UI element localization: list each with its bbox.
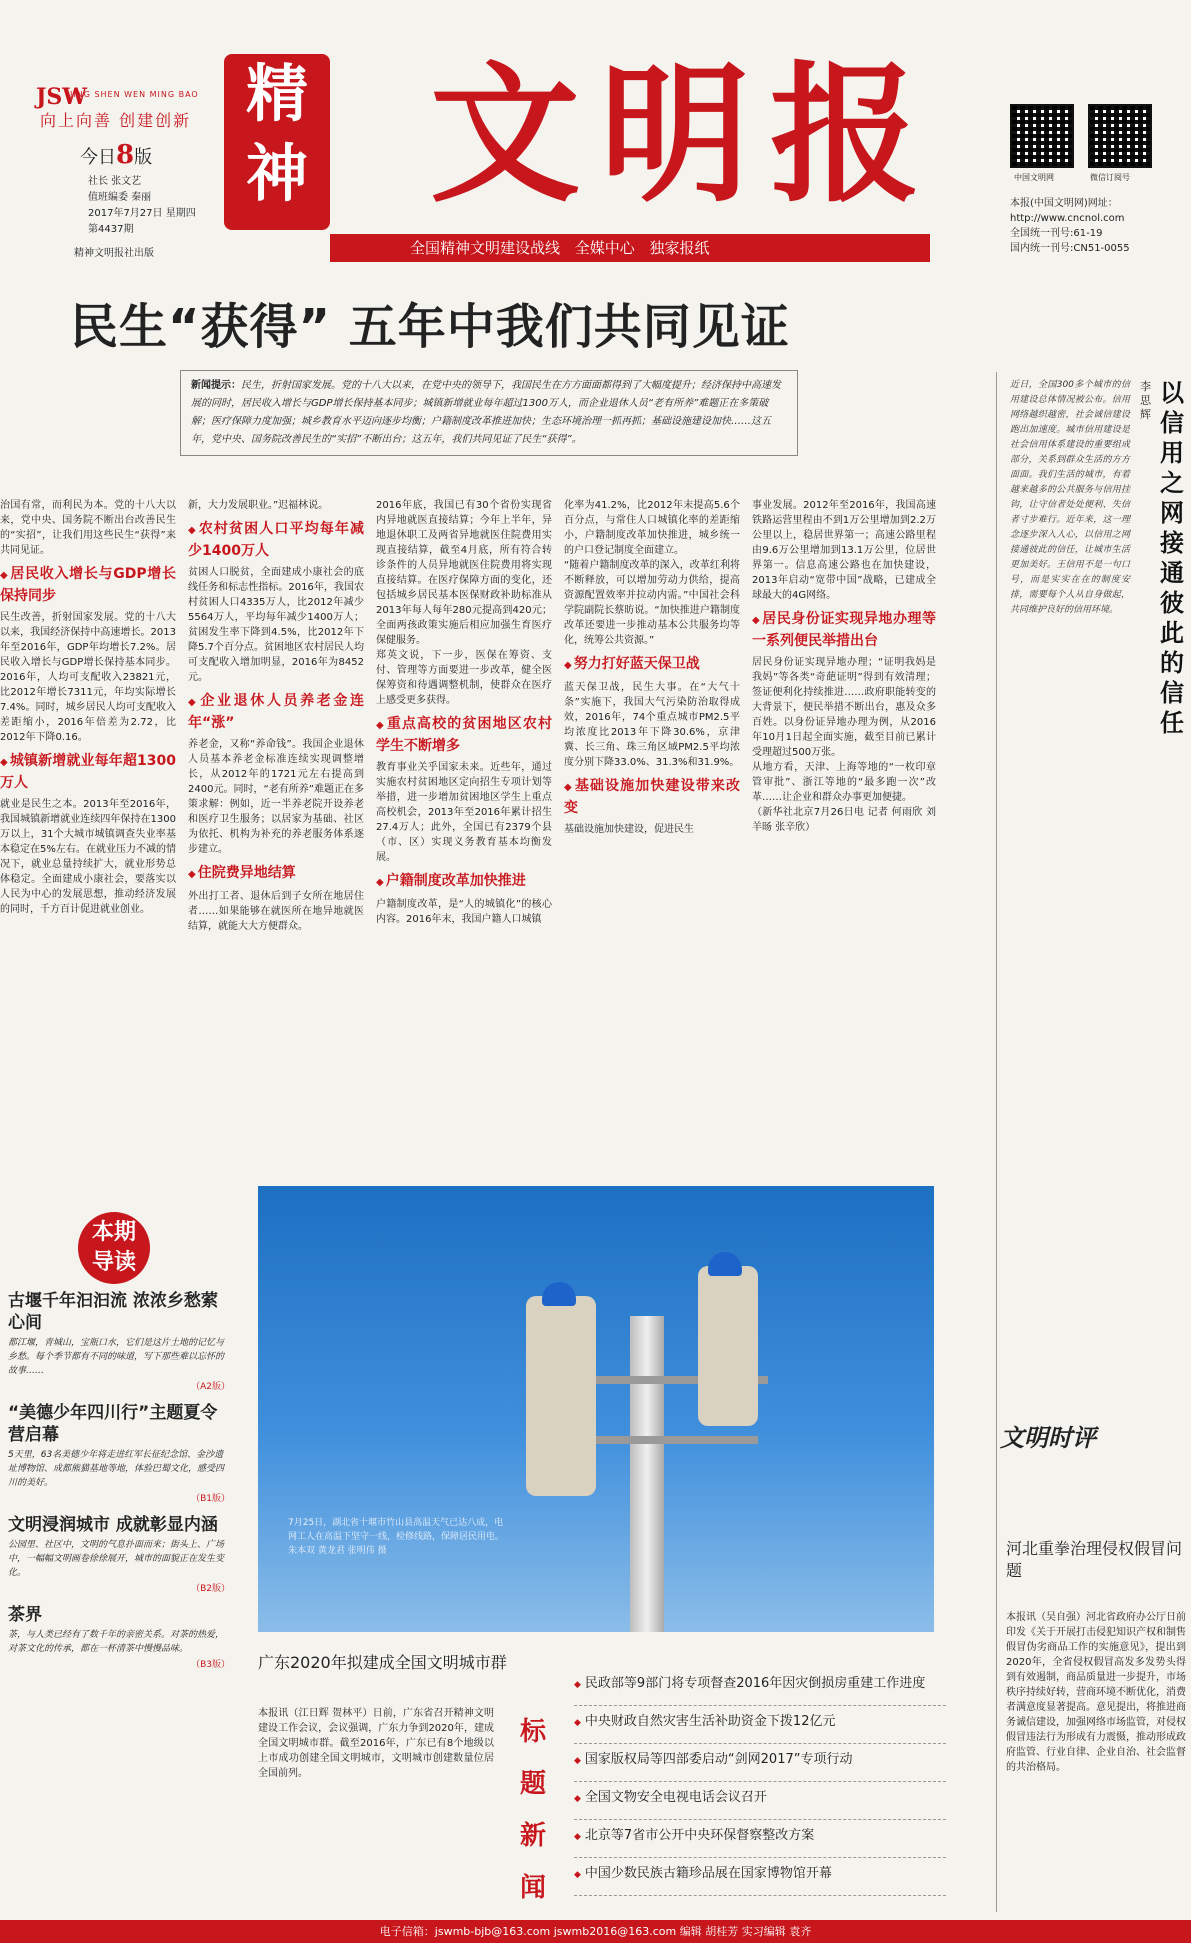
subheading: ◆ 努力打好蓝天保卫战 [564, 654, 740, 676]
newspaper-title: 文明报 [430, 47, 941, 223]
guangdong-article: 本报讯（江日辉 贺林平）日前，广东省召开精神文明建设工作会议，会议强调，广东力争到2020年，建成全国文明城市群。截至2016年，广东已有8个地级以上市成功创建全国文明城市，文明城市创建数量位居全国前列。 [258, 1708, 494, 1779]
subheading: ◆ 居民身份证实现异地办理等一系列便民举措出台 [752, 609, 936, 651]
subheading: ◆ 户籍制度改革加快推进 [376, 871, 552, 893]
subheading: ◆ 基础设施加快建设带来改变 [564, 776, 740, 818]
news-item[interactable]: ◆ 中央财政自然灾害生活补助资金下拨12亿元 [574, 1706, 946, 1744]
article-column-1: 治国有常，而利民为本。党的十八大以来，党中央、国务院不断出台改善民生的“实招”，让我们用这些民生“获得”来共同见证。 ◆ 居民收入增长与GDP增长保持同步 民生改善，折射国家发展。党的十八大以来，我国经济保持中高速增长。2013年至2016年，GDP年均增长7.2%。居民收入增长与GDP增长保持基本同步。2016年，人均可支配收入23821元，比2012年增长7311元，年均实际增长7.4%。同时，城乡居民人均可支配收入差距缩小，2016年倍差为2.72，比2012年下降0.16。 ◆ 城镇新增就业每年超1300万人 就业是民生之本。2013年至2016年，我国城镇新增就业连续四年保持在1300万以上，31个大城市城镇调查失业率基本稳定在5%左右。在就业压力不减的情况下，就业总量持续扩大，就业形势总体稳定。全面建成小康社会，要落实以人民为中心的发展思想，推动经济发展的同时，千方百计促进就业创业。 [0, 498, 176, 978]
qr-caption: 中国文明网 [1014, 173, 1054, 182]
commentary-title: 以信用之网接通彼此的信任 [1160, 378, 1184, 737]
guide-item[interactable]: 文明浸润城市 成就彰显内涵 公园里、社区中，文明的气息扑面而来；街头上、广场中，一幅幅文明画卷徐徐展开，城市的面貌正在发生变化。 （B2版） [8, 1515, 230, 1594]
article-column-5: 事业发展。2012年至2016年，我国高速铁路运营里程由不到1万公里增加到2.2万公里以上，稳居世界第一；高速公路里程由9.6万公里增加到13.1万公里，位居世界第一。信息高速公路也在加快建设，2013年启动“宽带中国”战略，已建成全球最大的4G网络。 ◆ 居民身份证实现异地办理等一系列便民举措出台 居民身份证实现异地办理；“证明我妈是我妈”等各类“奇葩证明”得到有效清理；签证便利化持续推进……政府职能转变的大背景下，便民举措不断出台，惠及众多百姓。以身份证异地办理为例，从2016年10月1日起全面实施，截至目前已累计受理超过500万张。 从地方看，天津、上海等地的“一枚印章管审批”、浙江等地的“最多跑一次”改革……让企业和群众办事更加便捷。 （新华社北京7月26日电 记者 何雨欣 刘羊旸 张辛欣） [752, 498, 936, 978]
hard-hat-icon [708, 1252, 742, 1276]
footer-bar: 电子信箱：jswmb-bjb@163.com jswmb2016@163.com 编辑 胡桂芳 实习编辑 袁齐 [0, 1920, 1191, 1943]
news-item[interactable]: ◆ 民政部等9部门将专项督查2016年因灾倒损房重建工作进度 [574, 1668, 946, 1706]
news-item[interactable]: ◆ 北京等7省市公开中央环保督察整改方案 [574, 1820, 946, 1858]
subheading: ◆ 城镇新增就业每年超1300万人 [0, 751, 176, 793]
qr-caption: 微信订阅号 [1090, 173, 1130, 182]
worker [698, 1266, 758, 1426]
utility-pole [630, 1316, 664, 1632]
hebei-headline: 河北重拳治理侵权假冒问题 [1006, 1539, 1183, 1580]
news-item[interactable]: ◆ 全国文物安全电视电话会议召开 [574, 1782, 946, 1820]
hard-hat-icon [542, 1282, 576, 1306]
subheading: ◆ 住院费异地结算 [188, 863, 364, 885]
guangdong-headline: 广东2020年拟建成全国文明城市群 [258, 1653, 507, 1672]
subheading: ◆ 企业退休人员养老金连年“涨” [188, 691, 364, 733]
guide-item[interactable]: 古堰千年汩汩流 浓浓乡愁萦心间 都江堰，青城山，宝瓶口水，它们是这片土地的记忆与乡愁。每个季节都有不同的味道，写下那些难以忘怀的故事…… （A2版） [8, 1291, 230, 1392]
issue-meta: 社长 张文艺 值班编委 秦丽 2017年7月27日 星期四 第4437期 [88, 176, 196, 235]
qr-code[interactable] [1088, 104, 1152, 168]
paper-info: 本报(中国文明网)网址： http://www.cncnol.com 全国统一刊号:61-19 国内统一刊号:CN51-0055 [1010, 198, 1130, 254]
main-headline: 民生“获得” 五年中我们共同见证 [70, 299, 790, 355]
column-name: 文明时评 [1000, 1423, 1096, 1452]
masthead-seal: 精 神 [224, 54, 330, 230]
subheading: ◆ 重点高校的贫困地区农村学生不断增多 [376, 714, 552, 756]
news-lead: 新闻提示：民生，折射国家发展。党的十八大以来，在党中央的领导下，我国民生在方方面面都得到了大幅度提升；经济保持中高速发展的同时，居民收入增长与GDP增长保持基本同步；城镇新增就业每年超过1300万人，而企业退休人员“老有所养”难题正在多策破解；医疗保障力度加强；城乡教育水平迈向逐步均衡；户籍制度改革推进加快；生态环境治理一抓再抓；基础设施建设加快……这五年，党中央、国务院改善民生的“实招”不断出台；这五年，我们共同见证了民生“获得”。 [180, 370, 798, 456]
article-column-4: 化率为41.2%，比2012年末提高5.6个百分点，与常住人口城镇化率的差距缩小，户籍制度改革加快推进，城乡统一的户口登记制度全面建立。 “随着户籍制度改革的深入，改革红利将不断释放，可以增加劳动力供给，提高资源配置效率并拉动内需。”中国社会科学院副院长蔡昉说。“加快推进户籍制度改革还要进一步推动基本公共服务均等化，统筹公共资源。” ◆ 努力打好蓝天保卫战 蓝天保卫战，民生大事。在“大气十条”实施下，我国大气污染防治取得成效，2016年，74个重点城市PM2.5平均浓度比2013年下降30.6%，京津冀、长三角、珠三角区域PM2.5平均浓度分别下降33.0%、31.3%和31.9%。 ◆ 基础设施加快建设带来改变 基础设施加快建设，促进民生 [564, 498, 740, 978]
subheading: ◆ 农村贫困人口平均每年减少1400万人 [188, 519, 364, 561]
article-column-2: 新，大力发展职业。”迟福林说。 ◆ 农村贫困人口平均每年减少1400万人 贫困人口脱贫，全面建成小康社会的底线任务和标志性指标。2016年，我国农村贫困人口4335万人，比2012年减少5564万人，平均每年减少1400万人；贫困发生率下降到4.5%，比2012年下降5.7个百分点。贫困地区农村居民人均可支配收入增加明显，2016年为8452元。 ◆ 企业退休人员养老金连年“涨” 养老金，又称“养命钱”。我国企业退休人员基本养老金标准连续实现调整增长，从2012年的1721元左右提高到2400元。同时，“老有所养”难题正在多策求解：例如，近一半养老院开设养老和医疗卫生服务；以居家为基础、社区为依托、机构为补充的养老服务体系逐步建立。 ◆ 住院费异地结算 外出打工者、退休后到子女所在地居住者……如果能够在就医所在地异地就医结算，就能大大方便群众。 [188, 498, 364, 978]
hebei-article: 本报讯（吴自强）河北省政府办公厅日前印发《关于开展打击侵犯知识产权和制售假冒伪劣商品工作的实施意见》，提出到2020年，全省侵权假冒高发多发势头得到有效遏制，商品质量进一步提升，市场秩序持续好转，营商环境不断优化，消费者满意度显著提高。意见提出，将推进商务诚信建设，加强网络市场监管，对侵权假冒违法行为形成有力震慑，推动形成政府监管、行业自律、企业自治、社会监督的共治格局。 [1006, 1612, 1186, 1773]
worker [526, 1296, 596, 1496]
column-divider [996, 372, 997, 1912]
qr-code[interactable] [1010, 104, 1074, 168]
website-link[interactable]: http://www.cncnol.com [1010, 213, 1125, 224]
masthead-banner: 全国精神文明建设战线 全媒中心 独家报纸 [330, 234, 930, 262]
commentary-text: 近日，全国300多个城市的信用建设总体情况被公布。信用网络越织越密，社会诚信建设跑出加速度。城市信用建设是社会信用体系建设的重要组成部分，关系到群众生活的方方面面。我们生活的城市，有着越来越多的公共服务与信用挂钩，让守信者处处便利、失信者寸步难行。近年来，这一理念逐步深入人心，以信用之网接通彼此的信任，让城市生活更加美好。王信用不是一句口号，而是实实在在的制度安排，需要每个人从自身做起，共同维护良好的信用环境。 [1010, 380, 1130, 615]
publisher: 精神文明报社出版 [74, 248, 154, 259]
newspaper-logo: JSW [36, 84, 88, 110]
subheading: ◆ 居民收入增长与GDP增长保持同步 [0, 564, 176, 606]
article-column-3: 2016年底，我国已有30个省份实现省内异地就医直接结算；今年上半年，异地退休职工及两省异地就医住院费用实现直接结算，截至4月底，所有符合转诊条件的人员异地就医住院费用将实现直接结算。在医疗保障方面的变化，还包括城乡居民基本医保财政补助标准从2013年每人每年280元提高到420元；全面两孩政策实施后相应加强生育医疗保健服务。 郑英文说，下一步，医保在筹资、支付、管理等方面要进一步改革，健全医保筹资和待遇调整机制，使群众在医疗上感受更多获得。 ◆ 重点高校的贫困地区农村学生不断增多 教育事业关乎国家未来。近些年，通过实施农村贫困地区定向招生专项计划等举措，进一步增加贫困地区学生上重点高校机会，2013年至2016年累计招生27.4万人；此外，全国已有2379个县（市、区）实现义务教育基本均衡发展。 ◆ 户籍制度改革加快推进 户籍制度改革，是“人的城镇化”的核心内容。2016年末，我国户籍人口城镇 [376, 498, 552, 978]
masthead-pinyin: JING SHEN WEN MING BAO [70, 90, 199, 99]
news-item[interactable]: ◆ 中国少数民族古籍珍品展在国家博物馆开幕 [574, 1858, 946, 1896]
headline-news-badge: 标 题 新 闻 [520, 1717, 547, 1903]
guide-item[interactable]: “美德少年四川行”主题夏令营启幕 5天里，63名美德少年将走进红军长征纪念馆、金沙遗址博物馆、成都熊猫基地等地，体验巴蜀文化，感受四川的美好。 （B1版） [8, 1403, 230, 1504]
masthead-slogan: 向上向善 创建创新 [40, 111, 192, 130]
today-pages: 今日8版 [80, 140, 153, 170]
guide-item[interactable]: 茶界 茶，与人类已经有了数千年的亲密关系。对茶的热爱，对茶文化的传承，都在一杯清茶中慢慢品味。 （B3版） [8, 1605, 230, 1670]
photo-caption: 7月25日，湖北省十堰市竹山县高温天气已达八成，电网工人在高温下坚守一线，检修线路，保障居民用电。 朱本双 黄龙君 张明伟 摄 [288, 1518, 505, 1556]
news-item[interactable]: ◆ 国家版权局等四部委启动“剑网2017”专项行动 [574, 1744, 946, 1782]
news-photo [258, 1186, 934, 1632]
guide-badge: 本期 导读 [78, 1212, 150, 1284]
headline-news-list [574, 1668, 946, 1896]
commentary-byline: 李思辉 [1140, 380, 1151, 421]
guide-list [8, 1286, 230, 1680]
